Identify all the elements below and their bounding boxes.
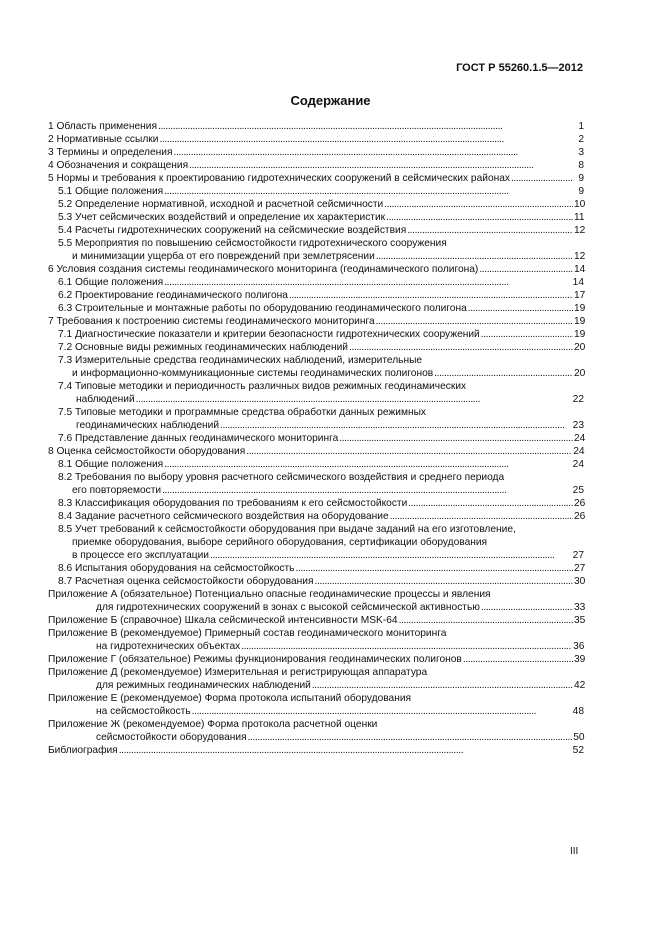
dot-leader: [164, 458, 571, 471]
toc-entry-text: и информационно-коммуникационные системы геодинамических полигонов: [72, 368, 434, 379]
dot-leader: [399, 614, 573, 627]
toc-entry-page: 24: [574, 433, 586, 444]
dot-leader: [210, 549, 572, 562]
toc-entry: [48, 653, 584, 666]
toc-entry-text: для режимных геодинамических наблюдений: [96, 680, 311, 691]
toc-entry-text: 7.1 Диагностические показатели и критерии безопасности гидротехнических сооружений: [58, 329, 480, 340]
toc-entry: [48, 549, 584, 562]
dot-leader: [136, 393, 572, 406]
dot-leader: [481, 601, 573, 614]
toc-entry-page: 17: [574, 290, 586, 301]
toc-entry: [48, 120, 584, 133]
toc-entry-page: 12: [574, 225, 586, 236]
toc-entry-text: приемке оборудования, выборе серийного оборудования, сертификации оборудования: [72, 537, 488, 548]
dot-leader: [241, 640, 572, 653]
toc-entry-text: 8.3 Классификация оборудования по требованиям к его сейсмостойкости: [58, 498, 408, 509]
dot-leader: [192, 705, 572, 718]
toc-entry-text: 6 Условия создания системы геодинамического мониторинга (геодинамического полигона): [48, 264, 479, 275]
dot-leader: [511, 172, 573, 185]
toc-entry-text: и минимизации ущерба от его повреждений при землетрясении: [72, 251, 375, 262]
toc-entry: [48, 523, 584, 536]
dot-leader: [479, 263, 573, 276]
toc-entry-text: для гидротехнических сооружений в зонах с высокой сейсмической активностью: [96, 602, 480, 613]
toc-entry-text: 7.3 Измерительные средства геодинамических наблюдений, измерительные: [58, 355, 423, 366]
dot-leader: [468, 302, 573, 315]
toc-entry-text: 5.4 Расчеты гидротехнических сооружений на сейсмические воздействия: [58, 225, 407, 236]
toc-entry-text: на гидротехнических объектах: [96, 641, 241, 652]
toc-entry: [48, 627, 584, 640]
toc-entry: [48, 484, 584, 497]
toc-entry-text: на сейсмостойкость: [96, 706, 191, 717]
toc-entry-page: 24: [572, 459, 584, 470]
toc-entry-page: 19: [574, 303, 586, 314]
toc-entry-text: Приложение Ж (рекомендуемое) Форма протокола расчетной оценки: [48, 719, 378, 730]
toc-entry-page: 22: [572, 394, 584, 405]
toc-entry-text: 8.7 Расчетная оценка сейсмостойкости оборудования: [58, 576, 314, 587]
toc-entry-text: Приложение Б (справочное) Шкала сейсмической интенсивности MSK-64: [48, 615, 398, 626]
toc-entry: [48, 198, 584, 211]
toc-entry-page: 52: [572, 745, 584, 756]
dot-leader: [349, 341, 573, 354]
toc-entry-page: 20: [574, 368, 586, 379]
toc-entry: [48, 289, 584, 302]
toc-entry: [48, 692, 584, 705]
dot-leader: [164, 185, 573, 198]
toc-entry: [48, 601, 584, 614]
dot-leader: [289, 289, 573, 302]
dot-leader: [408, 497, 573, 510]
toc-entry-text: Приложение Г (обязательное) Режимы функционирования геодинамических полигонов: [48, 654, 462, 665]
toc-entry: [48, 159, 584, 172]
toc-entry-text: 8.4 Задание расчетного сейсмического воздействия на оборудование: [58, 511, 389, 522]
toc-entry-text: 4 Обозначения и сокращения: [48, 160, 189, 171]
toc-entry-page: 36: [573, 641, 585, 652]
toc-entry-text: 5.2 Определение нормативной, исходной и расчетной сейсмичности: [58, 199, 384, 210]
toc-entry-text: 7.6 Представление данных геодинамического мониторинга: [58, 433, 339, 444]
toc-entry-page: 2: [578, 134, 584, 145]
toc-entry: [48, 328, 584, 341]
toc-entry-page: 35: [574, 615, 586, 626]
dot-leader: [164, 276, 571, 289]
toc-entry: [48, 224, 584, 237]
toc-entry-text: 7.4 Типовые методики и периодичность различных видов режимных геодинамических: [58, 381, 467, 392]
toc-entry: [48, 315, 584, 328]
dot-leader: [315, 575, 573, 588]
toc-entry-text: 6.3 Строительные и монтажные работы по оборудованию геодинамического полигона: [58, 303, 467, 314]
toc-entry-page: 25: [572, 485, 584, 496]
toc-entry-page: 24: [573, 446, 585, 457]
toc-entry-page: 50: [573, 732, 585, 743]
toc-entry-page: 3: [578, 147, 584, 158]
toc-entry-page: 14: [572, 277, 584, 288]
toc-entry-page: 26: [574, 511, 586, 522]
toc-entry-text: 6.1 Общие положения: [58, 277, 164, 288]
dot-leader: [481, 328, 573, 341]
toc-entry-text: 8 Оценка сейсмостойкости оборудования: [48, 446, 246, 457]
toc-entry: [48, 536, 584, 549]
toc-entry: [48, 705, 584, 718]
toc-entry: [48, 341, 584, 354]
table-of-contents: [48, 120, 584, 757]
toc-entry-page: 9: [578, 186, 584, 197]
toc-entry-text: 5 Нормы и требования к проектированию гидротехнических сооружений в сейсмических районах: [48, 173, 510, 184]
toc-entry: [48, 302, 584, 315]
toc-entry: [48, 614, 584, 627]
toc-entry-page: 8: [578, 160, 584, 171]
dot-leader: [434, 367, 573, 380]
toc-entry-text: его повторяемости: [72, 485, 162, 496]
toc-entry-page: 30: [574, 576, 586, 587]
toc-entry-page: 9: [578, 173, 584, 184]
toc-entry: [48, 445, 584, 458]
toc-entry-page: 33: [574, 602, 586, 613]
toc-entry: [48, 588, 584, 601]
toc-entry: [48, 679, 584, 692]
toc-entry-text: в процессе его эксплуатации: [72, 550, 209, 561]
toc-entry: [48, 731, 584, 744]
dot-leader: [339, 432, 573, 445]
toc-entry-text: Приложение Е (рекомендуемое) Форма протокола испытаний оборудования: [48, 693, 412, 704]
toc-entry-text: Библиография: [48, 745, 118, 756]
toc-entry-text: 6.2 Проектирование геодинамического полигона: [58, 290, 288, 301]
toc-entry-page: 14: [574, 264, 586, 275]
toc-entry-text: 8.5 Учет требований к сейсмостойкости оборудования при выдаче заданий на его изготовление,: [58, 524, 516, 535]
dot-leader: [189, 159, 573, 172]
toc-entry: [48, 406, 584, 419]
dot-leader: [407, 224, 573, 237]
toc-entry-text: 1 Область применения: [48, 121, 157, 132]
toc-entry: [48, 380, 584, 393]
toc-entry-page: 19: [574, 316, 586, 327]
dot-leader: [390, 510, 573, 523]
toc-entry-page: 26: [574, 498, 586, 509]
dot-leader: [295, 562, 573, 575]
toc-entry-text: сейсмостойкости оборудования: [96, 732, 247, 743]
toc-entry: [48, 146, 584, 159]
toc-entry-text: 2 Нормативные ссылки: [48, 134, 159, 145]
toc-entry: [48, 419, 584, 432]
toc-entry-page: 27: [574, 563, 586, 574]
toc-entry-text: 5.1 Общие положения: [58, 186, 164, 197]
dot-leader: [376, 315, 573, 328]
toc-entry: [48, 497, 584, 510]
dot-leader: [119, 744, 572, 757]
toc-entry-text: 5.5 Мероприятия по повышению сейсмостойкости гидротехнического сооружения: [58, 238, 447, 249]
toc-entry-text: геодинамических наблюдений: [76, 420, 220, 431]
toc-entry-page: 12: [574, 251, 586, 262]
toc-entry: [48, 393, 584, 406]
dot-leader: [173, 146, 573, 159]
toc-entry-text: Приложение В (рекомендуемое) Примерный состав геодинамического мониторинга: [48, 628, 447, 639]
toc-entry: [48, 250, 584, 263]
toc-entry: [48, 744, 584, 757]
dot-leader: [158, 120, 573, 133]
toc-entry-text: 7.5 Типовые методики и программные средства обработки данных режимных: [58, 407, 427, 418]
dot-leader: [384, 198, 573, 211]
document-code: ГОСТ Р 55260.1.5—2012: [456, 62, 583, 74]
page-number: III: [570, 846, 579, 857]
dot-leader: [159, 133, 573, 146]
toc-entry-page: 20: [574, 342, 586, 353]
toc-entry-text: 8.1 Общие положения: [58, 459, 164, 470]
toc-entry: [48, 263, 584, 276]
toc-entry: [48, 575, 584, 588]
dot-leader: [376, 250, 573, 263]
toc-entry: [48, 718, 584, 731]
dot-leader: [386, 211, 573, 224]
toc-entry-page: 48: [572, 706, 584, 717]
toc-entry-page: 1: [578, 121, 584, 132]
toc-entry: [48, 458, 584, 471]
toc-entry: [48, 133, 584, 146]
toc-entry: [48, 432, 584, 445]
page-title: Содержание: [290, 93, 371, 108]
toc-entry-text: Приложение Д (рекомендуемое) Измерительная и регистрирующая аппаратура: [48, 667, 428, 678]
toc-entry-text: Приложение А (обязательное) Потенциально опасные геодинамические процессы и явления: [48, 589, 491, 600]
toc-entry-page: 11: [574, 212, 585, 223]
toc-entry-text: 8.6 Испытания оборудования на сейсмостойкость: [58, 563, 295, 574]
toc-entry-text: наблюдений: [76, 394, 135, 405]
toc-entry-page: 42: [574, 680, 586, 691]
toc-entry: [48, 666, 584, 679]
toc-entry-text: 7.2 Основные виды режимных геодинамических наблюдений: [58, 342, 348, 353]
toc-entry-page: 39: [574, 654, 586, 665]
dot-leader: [220, 419, 572, 432]
dot-leader: [248, 731, 573, 744]
dot-leader: [463, 653, 573, 666]
toc-entry: [48, 211, 584, 224]
toc-entry-text: 3 Термины и определения: [48, 147, 173, 158]
toc-entry-page: 27: [572, 550, 584, 561]
toc-entry: [48, 471, 584, 484]
dot-leader: [312, 679, 573, 692]
toc-entry: [48, 172, 584, 185]
dot-leader: [162, 484, 572, 497]
toc-entry-page: 19: [574, 329, 586, 340]
toc-entry-page: 23: [572, 420, 584, 431]
toc-entry-page: 10: [574, 199, 586, 210]
toc-entry: [48, 185, 584, 198]
toc-entry-text: 8.2 Требования по выбору уровня расчетного сейсмического воздействия и среднего периода: [58, 472, 505, 483]
toc-entry: [48, 237, 584, 250]
toc-entry: [48, 640, 584, 653]
toc-entry-text: 5.3 Учет сейсмических воздействий и определение их характеристик: [58, 212, 386, 223]
toc-entry: [48, 510, 584, 523]
toc-entry: [48, 367, 584, 380]
toc-entry: [48, 562, 584, 575]
toc-entry: [48, 354, 584, 367]
toc-entry: [48, 276, 584, 289]
dot-leader: [246, 445, 572, 458]
toc-entry-text: 7 Требования к построению системы геодинамического мониторинга: [48, 316, 375, 327]
